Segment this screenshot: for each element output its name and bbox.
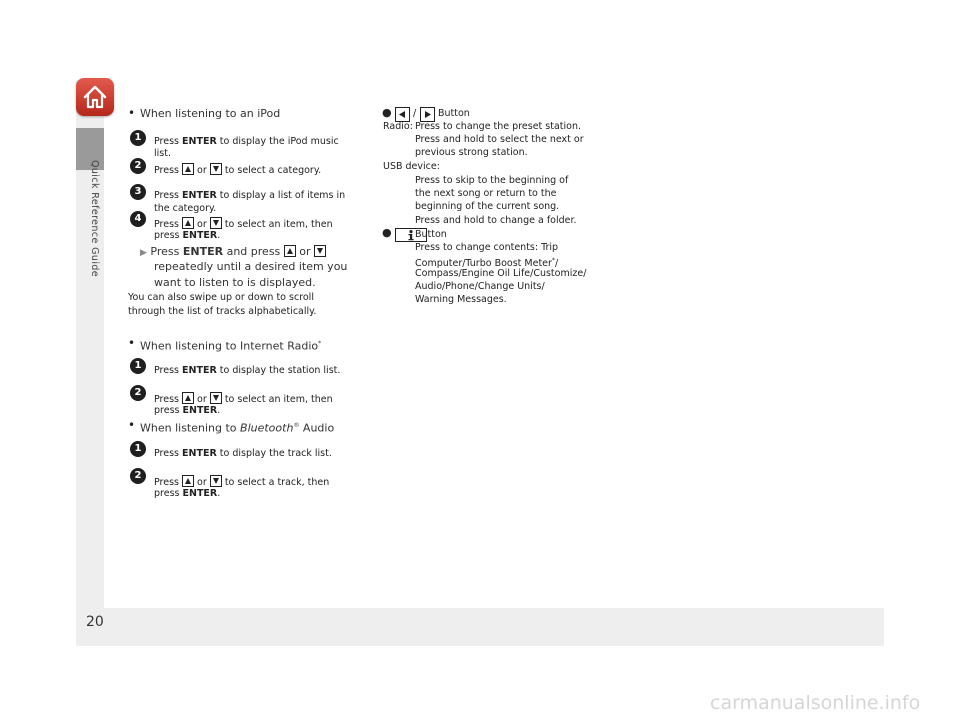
up-arrow-icon — [184, 394, 192, 402]
info-line2: Computer/Turbo Boost Meter*/ — [415, 257, 559, 270]
down-key — [210, 217, 222, 229]
down-arrow-icon — [316, 247, 324, 255]
arrow-icon: ▶ — [140, 248, 147, 258]
internet-step1-line1: Press ENTER to display the station list. — [154, 365, 341, 376]
seek-right-key — [420, 107, 435, 122]
up-arrow-icon — [286, 247, 294, 255]
step-number: 1 — [130, 130, 146, 146]
ipod-step1-line2: list. — [154, 148, 171, 159]
watermark: carmanualsonline.info — [710, 692, 921, 714]
info-line1: Press to change contents: Trip — [415, 242, 559, 253]
step-number: 3 — [130, 184, 146, 200]
ipod-note-line2: through the list of tracks alphabetically. — [128, 306, 317, 317]
ipod-repeat-line3: want to listen to is displayed. — [154, 276, 316, 289]
bullet-icon: ● — [382, 226, 392, 239]
down-key — [210, 392, 222, 404]
internet-step2-line1: Press or to select an item, then — [154, 394, 333, 405]
page-number: 20 — [86, 614, 104, 630]
seek-radio-line2: Press and hold to select the next or — [415, 134, 584, 145]
up-arrow-icon — [184, 165, 192, 173]
down-arrow-icon — [212, 165, 220, 173]
ipod-header: When listening to an iPod — [140, 107, 281, 120]
up-key — [182, 163, 194, 175]
bullet-icon: • — [128, 106, 136, 120]
bluetooth-step1-line1: Press ENTER to display the track list. — [154, 448, 332, 459]
seek-usb-label: USB device: — [383, 161, 440, 172]
internet-step2-line2: press ENTER. — [154, 405, 221, 416]
sidebar-label: Quick Reference Guide — [89, 160, 100, 278]
down-key — [314, 245, 326, 257]
seek-right-icon — [423, 110, 432, 119]
home-icon — [81, 83, 109, 111]
bluetooth-step2-line2: press ENTER. — [154, 488, 221, 499]
step-number: 2 — [130, 158, 146, 174]
up-key — [284, 245, 296, 257]
bluetooth-step2-line1: Press or to select a track, then — [154, 477, 330, 488]
ipod-repeat-line2: repeatedly until a desired item you — [154, 260, 348, 273]
seek-left-key — [395, 107, 410, 122]
bluetooth-header: When listening to Bluetooth® Audio — [140, 421, 335, 435]
bullet-icon: ● — [382, 106, 392, 119]
ipod-step2-line1: Press or to select a category. — [154, 165, 322, 176]
step-number: 1 — [130, 441, 146, 457]
internet-header: When listening to Internet Radio* — [140, 339, 322, 353]
bullet-icon: • — [128, 418, 136, 432]
down-key — [210, 475, 222, 487]
ipod-note-line1: You can also swipe up or down to scroll — [128, 292, 314, 303]
ipod-step4-line1: Press or to select an item, then — [154, 219, 333, 230]
bullet-icon: • — [128, 336, 136, 350]
step-number: 2 — [130, 468, 146, 484]
info-line3: Compass/Engine Oil Life/Customize/ — [415, 268, 587, 279]
up-key — [182, 392, 194, 404]
step-number: 2 — [130, 385, 146, 401]
seek-left-icon — [398, 110, 407, 119]
seek-usb-line1: Press to skip to the beginning of — [415, 175, 569, 186]
up-arrow-icon — [184, 219, 192, 227]
seek-radio-label: Radio: — [383, 121, 413, 132]
step-number: 1 — [130, 358, 146, 374]
seek-button-title: Button — [438, 108, 470, 119]
seek-slash: / — [413, 108, 417, 119]
seek-usb-line4: Press and hold to change a folder. — [415, 215, 577, 226]
seek-usb-line3: beginning of the current song. — [415, 201, 560, 212]
seek-radio-line1: Press to change the preset station. — [415, 121, 581, 132]
seek-radio-line3: previous strong station. — [415, 147, 528, 158]
down-arrow-icon — [212, 394, 220, 402]
ipod-step3-line2: the category. — [154, 203, 217, 214]
info-button-title: Button — [415, 229, 447, 240]
step-number: 4 — [130, 211, 146, 227]
home-button[interactable] — [76, 78, 114, 116]
up-arrow-icon — [184, 477, 192, 485]
ipod-repeat-line1: ▶ Press ENTER and press or — [140, 245, 326, 259]
ipod-step4-line2: press ENTER. — [154, 230, 221, 241]
down-arrow-icon — [212, 477, 220, 485]
up-key — [182, 475, 194, 487]
info-line4: Audio/Phone/Change Units/ — [415, 281, 545, 292]
down-arrow-icon — [212, 219, 220, 227]
down-key — [210, 163, 222, 175]
info-line5: Warning Messages. — [415, 294, 507, 305]
ipod-step1-line1: Press ENTER to display the iPod music — [154, 136, 339, 147]
ipod-step3-line1: Press ENTER to display a list of items in — [154, 190, 346, 201]
up-key — [182, 217, 194, 229]
seek-usb-line2: the next song or return to the — [415, 188, 557, 199]
